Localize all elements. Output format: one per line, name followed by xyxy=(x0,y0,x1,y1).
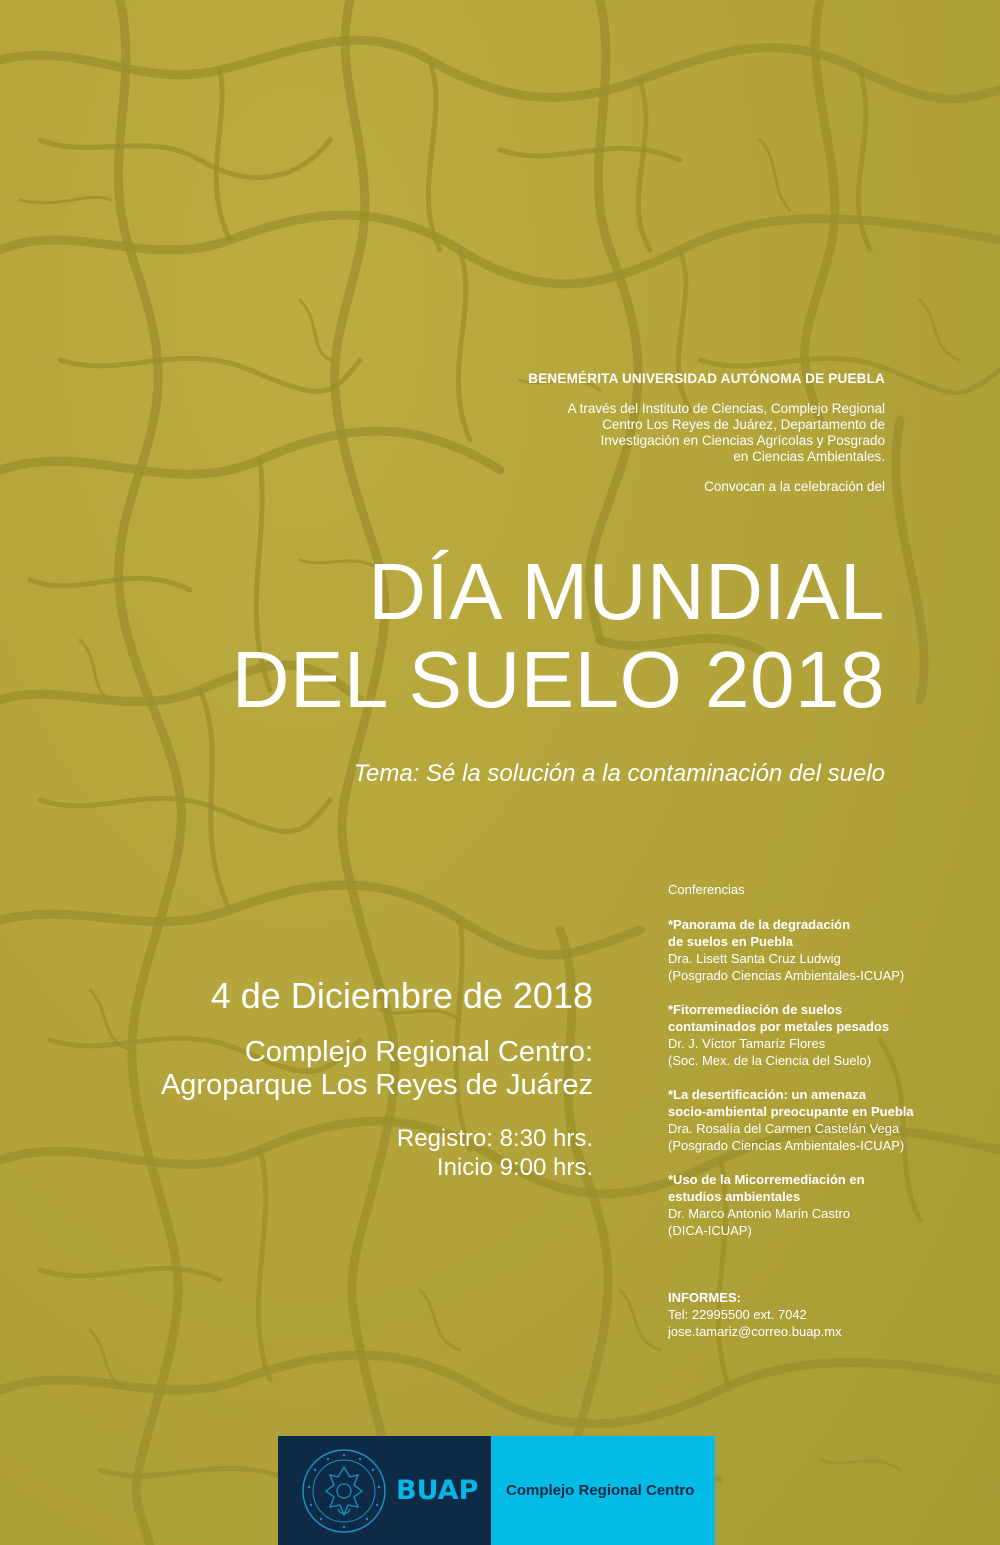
conference-title-line2: estudios ambientales xyxy=(668,1189,801,1204)
intro-description-line: en Ciencias Ambientales. xyxy=(733,449,885,464)
conference-affiliation: (DICA-ICUAP) xyxy=(668,1223,752,1238)
conference-item xyxy=(668,1001,988,1069)
conference-title-line1: *Panorama de la degradación xyxy=(668,917,851,932)
conference-affiliation: (Posgrado Ciencias Ambientales-ICUAP) xyxy=(668,968,905,983)
event-venue-line1: Complejo Regional Centro: xyxy=(244,1036,593,1068)
buap-wordmark: BUAP xyxy=(396,1475,479,1506)
convocan-text: Convocan a la celebración del xyxy=(704,479,885,494)
conferences-heading: Conferencias xyxy=(668,882,745,897)
event-venue xyxy=(33,1036,593,1102)
event-schedule xyxy=(33,1124,593,1182)
conference-title-line1: *La desertificación: un amenaza xyxy=(668,1087,866,1102)
intro-description-line: A través del Instituto de Ciencias, Complejo Regional xyxy=(567,401,885,416)
conference-affiliation: (Soc. Mex. de la Ciencia del Suelo) xyxy=(668,1053,872,1068)
conference-title xyxy=(668,1171,988,1205)
conference-speaker: Dra. Lisett Santa Cruz Ludwig xyxy=(668,951,841,966)
conference-speaker: Dr. Marco Antonio Marín Castro xyxy=(668,1206,851,1221)
intro-description-line: Centro Los Reyes de Juárez, Departamento de xyxy=(602,417,885,432)
conference-title xyxy=(668,916,988,950)
event-theme: Tema: Sé la solución a la contaminación del suelo xyxy=(353,760,885,787)
conference-item xyxy=(668,1086,988,1154)
conference-speaker: Dr. J. Víctor Tamaríz Flores xyxy=(668,1036,826,1051)
contact-info xyxy=(668,1289,988,1340)
event-venue-line2: Agroparque Los Reyes de Juárez xyxy=(160,1069,593,1101)
conference-item xyxy=(668,1171,988,1239)
complejo-regional-label: Complejo Regional Centro xyxy=(506,1482,695,1499)
contact-phone: Tel: 22995500 ext. 7042 xyxy=(668,1307,807,1322)
conference-title xyxy=(668,1001,988,1035)
event-title xyxy=(185,548,885,724)
complejo-block xyxy=(491,1436,715,1545)
footer-logo-bar xyxy=(278,1436,715,1545)
university-name: BENEMÉRITA UNIVERSIDAD AUTÓNOMA DE PUEBLA xyxy=(528,371,885,386)
contact-email: jose.tamariz@correo.buap.mx xyxy=(668,1324,842,1339)
buap-logo-block xyxy=(278,1436,491,1545)
event-date: 4 de Diciembre de 2018 xyxy=(210,975,593,1016)
event-title-line1: DÍA MUNDIAL xyxy=(368,547,885,636)
conference-item xyxy=(668,916,988,984)
intro-description-line: Investigación en Ciencias Agrícolas y Posgrado xyxy=(600,433,885,448)
event-title-line2: DEL SUELO 2018 xyxy=(231,635,885,724)
conference-affiliation: (Posgrado Ciencias Ambientales-ICUAP) xyxy=(668,1138,905,1153)
university-seal-icon xyxy=(300,1447,388,1535)
conference-title-line1: *Uso de la Micorremediación en xyxy=(668,1172,865,1187)
start-time: Inicio 9:00 hrs. xyxy=(436,1154,593,1181)
intro-description xyxy=(405,401,885,465)
conferences-list xyxy=(668,881,988,1256)
conference-title-line1: *Fitorremediación de suelos xyxy=(668,1002,843,1017)
intro-block xyxy=(405,371,885,495)
contact-heading: INFORMES: xyxy=(668,1290,741,1305)
event-details xyxy=(33,974,593,1182)
registration-time: Registro: 8:30 hrs. xyxy=(396,1125,593,1152)
conference-speaker: Dra. Rosalía del Carmen Castelán Vega xyxy=(668,1121,900,1136)
conference-title xyxy=(668,1086,988,1120)
conference-title-line2: socio-ambiental preocupante en Puebla xyxy=(668,1104,914,1119)
conference-title-line2: contaminados por metales pesados xyxy=(668,1019,890,1034)
conference-title-line2: de suelos en Puebla xyxy=(668,934,793,949)
